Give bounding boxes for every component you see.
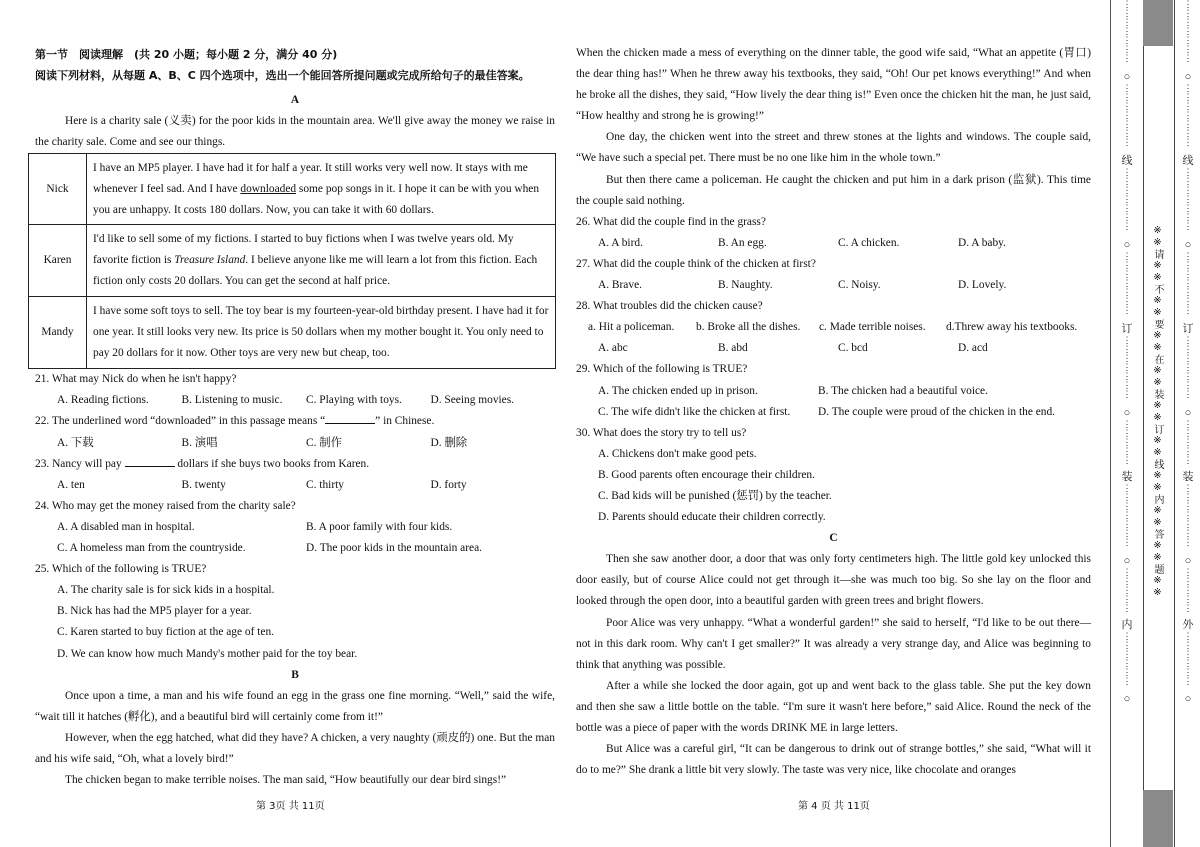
- options-23: [35, 475, 555, 496]
- passage-b-paragraph: However, when the egg hatched, what did they have? A chicken, a very naughty (顽皮的) one. But the man and his wife said, “Oh, what a lovely bird!”: [35, 731, 555, 765]
- question-21: 21. What may Nick do when he isn't happy?: [35, 373, 237, 386]
- binding-label: 外: [1182, 619, 1194, 631]
- option: A. The charity sale is for sick kids in a hospital.: [57, 584, 275, 597]
- seller-name: Nick: [29, 154, 87, 225]
- options-30: [576, 444, 1091, 465]
- binding-line-inner: [1110, 0, 1111, 847]
- question-27: 27. What did the couple think of the chicken at first?: [576, 257, 816, 270]
- passage-a-intro: Here is a charity sale (义卖) for the poor kids in the mountain area. We'll give away the money we raise in the charity sale. Come and see our things.: [35, 115, 555, 149]
- option: A. Brave.: [598, 279, 642, 292]
- passage-b-paragraph: Once upon a time, a man and his wife found an egg in the grass one fine morning. “Well,” said the wife, “wait till it hatches (孵化), and a beautiful bird will certainly come from it!”: [35, 689, 555, 723]
- seller-description: I have some soft toys to sell. The toy bear is my fourteen-year-old birthday present. I have had it for one year. It still looks very new. Its price is 50 dollars when my mother bought it. You only need to pay 20 dollars for it now. Other toys are very new but cheap, too.: [87, 297, 556, 369]
- question-28-items: [576, 317, 1091, 338]
- option: B. 演唱: [181, 436, 218, 449]
- question-30: 30. What does the story try to tell us?: [576, 426, 747, 439]
- option: D. Seeing movies.: [430, 394, 515, 407]
- option: B. A poor family with four kids.: [306, 520, 453, 533]
- option: C. Bad kids will be punished (惩罚) by the teacher.: [598, 489, 832, 502]
- options-27: [576, 275, 1091, 296]
- option: D. 删除: [430, 436, 468, 449]
- binding-label: 线: [1121, 155, 1133, 167]
- dotted-cut-line-inner: ⋮ ⋮ ⋮ ⋮ ⋮ ⋮ ⋮ ○ ⋮ ⋮ ⋮ ⋮ ⋮ ⋮ ⋮ 线 ⋮ ⋮ ⋮ ⋮ ⋮ ⋮ ⋮ ○ ⋮ ⋮ ⋮ ⋮ ⋮ ⋮ ⋮ 订 ⋮ ⋮ ⋮ ⋮ ⋮ ⋮ ⋮ ○ ⋮ ⋮ ⋮ ⋮ ⋮ 装 ⋮ ⋮ ⋮ ⋮ ⋮ ⋮ ⋮ ○ ⋮ ⋮ ⋮ ⋮ ⋮ 内 ⋮ ⋮ ⋮ ⋮ ⋮ ⋮ ○: [1121, 0, 1133, 705]
- underlined-word: downloaded: [240, 182, 297, 195]
- passage-c-paragraph: Poor Alice was very unhappy. “What a wonderful garden!” she said to herself, “I'd like to be out there—not in this dark room. Why can't I get smaller?” It was already a very strange day, and Alice was beginning to think that anything was possible.: [576, 616, 1091, 671]
- options-22: [35, 433, 555, 454]
- option: A. abc: [598, 342, 628, 355]
- binding-gray-bar-top: [1143, 0, 1173, 46]
- table-row: [29, 154, 556, 225]
- options-28: [576, 338, 1091, 359]
- option: C. bcd: [838, 342, 868, 355]
- table-row: [29, 297, 556, 369]
- option: C. Karen started to buy fiction at the age of ten.: [57, 626, 274, 639]
- option: A. A disabled man in hospital.: [57, 520, 195, 533]
- option: C. A homeless man from the countryside.: [57, 542, 246, 555]
- option: c. Made terrible noises.: [819, 321, 926, 334]
- seller-name: Mandy: [29, 297, 87, 369]
- binding-label: 订: [1182, 323, 1194, 335]
- seller-description: I'd like to sell some of my fictions. I started to buy fictions when I was twelve years old. My favorite fiction is Treasure Island. I believe anyone like me will learn a lot from this fiction. Each fiction only costs 20 dollars. You can get the second at half price.: [87, 225, 556, 297]
- question-25: 25. Which of the following is TRUE?: [35, 563, 207, 576]
- passage-c-paragraph: After a while she locked the door again, got up and went back to the glass table. She put the key down and then she saw a little bottle on the table. “I'm sure it wasn't here before,” said Alice. Round the neck of the bottle was a piece of paper with the words DRINK ME in large letters.: [576, 679, 1091, 734]
- section-instruction: 阅读下列材料，从每题 A、B、C 四个选项中，选出一个能回答所提问题或完成所给句子的最佳答案。: [35, 69, 530, 82]
- options-21: [35, 390, 555, 411]
- section-heading: 第一节 阅读理解 (共 20 小题；每小题 2 分，满分 40 分): [35, 48, 338, 61]
- options-24: [35, 517, 555, 538]
- question-23: 23. Nancy will pay dollars if she buys two books from Karen.: [35, 454, 555, 475]
- option: D. Parents should educate their children correctly.: [598, 511, 826, 524]
- option: d.Threw away his textbooks.: [946, 321, 1078, 334]
- passage-b-paragraph: The chicken began to make terrible noises. The man said, “How beautifully our dear bird sings!”: [65, 774, 507, 787]
- page-number-right: 第 4 页 共 11页: [798, 801, 870, 812]
- binding-notice: ※※请※※不※※要※※在※※装※※订※※线※※内※※答※※题※※: [1152, 225, 1163, 599]
- answer-blank: [125, 454, 175, 467]
- binding-gray-bar-bottom: [1143, 790, 1173, 847]
- question-22: 22. The underlined word “downloaded” in this passage means “ ” in Chinese.: [35, 411, 555, 432]
- binding-label: 线: [1182, 155, 1194, 167]
- dotted-cut-line-outer: ⋮ ⋮ ⋮ ⋮ ⋮ ⋮ ⋮ ○ ⋮ ⋮ ⋮ ⋮ ⋮ ⋮ ⋮ 线 ⋮ ⋮ ⋮ ⋮ ⋮ ⋮ ⋮ ○ ⋮ ⋮ ⋮ ⋮ ⋮ ⋮ ⋮ 订 ⋮ ⋮ ⋮ ⋮ ⋮ ⋮ ⋮ ○ ⋮ ⋮ ⋮ ⋮ ⋮ 装 ⋮ ⋮ ⋮ ⋮ ⋮ ⋮ ⋮ ○ ⋮ ⋮ ⋮ ⋮ ⋮ 外 ⋮ ⋮ ⋮ ⋮ ⋮ ⋮ ○: [1182, 0, 1194, 705]
- binding-label: 装: [1121, 471, 1133, 483]
- option: A. Reading fictions.: [57, 394, 149, 407]
- table-row: [29, 225, 556, 297]
- binding-label: 订: [1121, 323, 1133, 335]
- question-24: 24. Who may get the money raised from the charity sale?: [35, 499, 296, 512]
- option: A. ten: [57, 478, 85, 491]
- option: b. Broke all the dishes.: [696, 321, 801, 334]
- option: B. The chicken had a beautiful voice.: [818, 384, 988, 397]
- binding-label: 内: [1121, 619, 1133, 631]
- seller-name: Karen: [29, 225, 87, 297]
- option: D. Lovely.: [958, 279, 1007, 292]
- option: B. Naughty.: [718, 279, 773, 292]
- option: D. The poor kids in the mountain area.: [306, 542, 482, 555]
- option: D. A baby.: [958, 236, 1006, 249]
- option: C. thirty: [306, 478, 344, 491]
- passage-b-label: B: [291, 668, 299, 681]
- left-column: [35, 90, 555, 791]
- question-26: 26. What did the couple find in the grass?: [576, 215, 766, 228]
- option: B. Nick has had the MP5 player for a year.: [57, 605, 252, 618]
- option: D. forty: [430, 478, 467, 491]
- option: D. The couple were proud of the chicken in the end.: [818, 405, 1056, 418]
- passage-b-paragraph: When the chicken made a mess of everything on the dinner table, the good wife said, “What an appetite (胃口) the dear thing has!” When he threw away his textbooks, they said, “Oh! Our pet knows everything!” And when he broke all the dishes, they said, “How lively the dear thing is!” Even once the chicken hit the man, he just said, “How healthy and strong he is growing!”: [576, 47, 1091, 123]
- option: B. twenty: [181, 478, 226, 491]
- passage-b-paragraph: But then there came a policeman. He caught the chicken and put him in a dark prison (监狱). This time the couple said nothing.: [576, 173, 1091, 207]
- option: a. Hit a policeman.: [588, 321, 675, 334]
- option: A. Chickens don't make good pets.: [598, 447, 757, 460]
- option: C. Playing with toys.: [306, 394, 402, 407]
- option: A. The chicken ended up in prison.: [598, 384, 758, 397]
- passage-c-paragraph: But Alice was a careful girl, “It can be dangerous to drink out of strange bottles,” she said, “What will it do to me?” She drank a little bit very slowly. The taste was very nice, like chocolate and oranges: [576, 743, 1091, 777]
- option: B. Good parents often encourage their children.: [598, 468, 815, 481]
- question-29: 29. Which of the following is TRUE?: [576, 363, 748, 376]
- passage-c-paragraph: Then she saw another door, a door that was only forty centimeters high. The little gold key unlocked this door easily, but of course Alice could not get through it—she was much too big. So she lay on the floor and looked through the open door, into a beautiful garden with green trees and bright flowers.: [576, 553, 1091, 608]
- right-column: [576, 43, 1091, 781]
- options-25: [35, 580, 555, 601]
- option: B. Listening to music.: [181, 394, 283, 407]
- option: A. 下载: [57, 436, 94, 449]
- passage-b-paragraph: One day, the chicken went into the street and threw stones at the lights and windows. The couple said, “We have such a special pet. There must be no one like him in the whole town.”: [576, 131, 1091, 165]
- passage-a-label: A: [290, 94, 300, 106]
- option: D. We can know how much Mandy's mother paid for the toy bear.: [57, 647, 358, 660]
- seller-description: I have an MP5 player. I have had it for half a year. It still works very well now. It stays with me whenever I feel sad. And I have downloaded some pop songs in it. I hope it can be with you when you are unhappy. It costs 180 dollars. Now, you can take it with 60 dollars.: [87, 154, 556, 225]
- question-28: 28. What troubles did the chicken cause?: [576, 300, 763, 313]
- option: A. A bird.: [598, 236, 643, 249]
- binding-label: 装: [1182, 471, 1194, 483]
- option: C. A chicken.: [838, 236, 900, 249]
- charity-sale-table: [28, 153, 556, 369]
- option: B. An egg.: [718, 236, 767, 249]
- option: C. 制作: [306, 436, 343, 449]
- option: B. abd: [718, 342, 748, 355]
- page-number-left: 第 3页 共 11页: [256, 801, 325, 812]
- option: C. The wife didn't like the chicken at first.: [598, 405, 791, 418]
- option: C. Noisy.: [838, 279, 881, 292]
- options-26: [576, 233, 1091, 254]
- options-29: [576, 381, 1091, 402]
- option: D. acd: [958, 342, 988, 355]
- answer-blank: [325, 411, 375, 424]
- passage-c-label: C: [829, 532, 838, 545]
- book-title: Treasure Island: [174, 254, 246, 267]
